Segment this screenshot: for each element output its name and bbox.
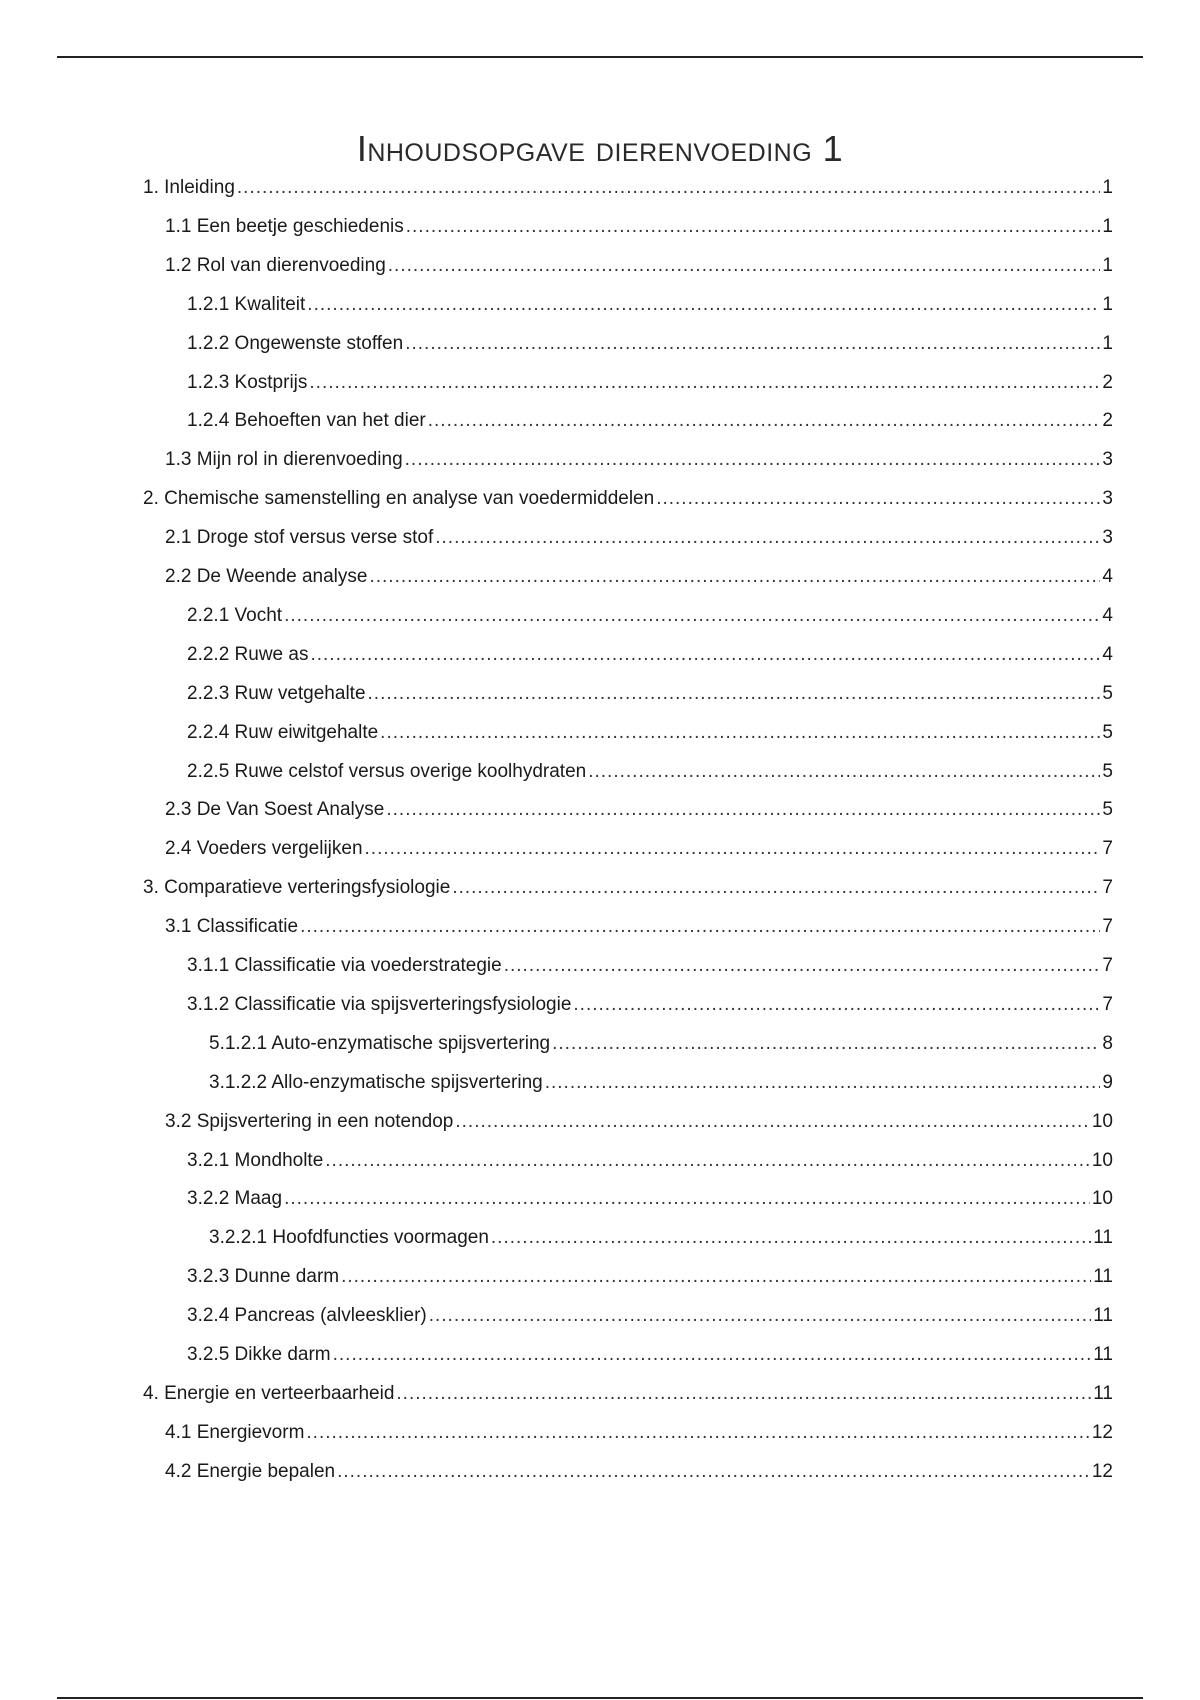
toc-dot-leader <box>405 446 1101 474</box>
toc-entry-page-number: 4 <box>1102 604 1113 626</box>
toc-entry[interactable] <box>143 485 1113 513</box>
toc-entry-page-number: 2 <box>1102 371 1113 393</box>
toc-entry-page-number: 1 <box>1102 254 1113 276</box>
toc-entry-page-number: 1 <box>1102 215 1113 237</box>
toc-dot-leader <box>306 1419 1089 1447</box>
toc-dot-leader <box>455 1108 1089 1136</box>
toc-entry[interactable] <box>165 524 1113 552</box>
toc-entry-page-number: 7 <box>1102 993 1113 1015</box>
toc-entry-label: 3.2.3 Dunne darm <box>187 1266 340 1288</box>
toc-entry-label: 3.1.1 Classificatie via voederstrategie <box>187 955 502 976</box>
toc-entry[interactable] <box>187 291 1113 319</box>
toc-dot-leader <box>406 213 1101 241</box>
toc-entry-page-number: 5 <box>1102 760 1113 782</box>
toc-dot-leader <box>656 485 1100 513</box>
toc-entry[interactable] <box>165 835 1113 863</box>
header-rule <box>57 56 1143 58</box>
toc-entry[interactable] <box>165 563 1113 591</box>
toc-entry-page-number: 1 <box>1102 332 1113 354</box>
toc-entry[interactable] <box>187 952 1113 980</box>
toc-entry-page-number: 5 <box>1102 799 1113 821</box>
toc-dot-leader <box>452 874 1100 902</box>
toc-entry[interactable] <box>187 407 1113 435</box>
toc-entry-page-number: 11 <box>1093 1382 1113 1404</box>
toc-entry-page-number: 3 <box>1102 488 1113 510</box>
toc-entry-page-number: 11 <box>1093 1227 1113 1249</box>
toc-entry-label: 4. Energie en verteerbaarheid <box>143 1382 395 1404</box>
toc-entry[interactable] <box>165 446 1113 474</box>
toc-entry-label: 3.2 Spijsvertering in een notendop <box>165 1110 454 1132</box>
toc-entry[interactable] <box>165 213 1113 241</box>
toc-dot-leader <box>504 952 1101 980</box>
toc-dot-leader <box>491 1224 1091 1252</box>
toc-dot-leader <box>284 1185 1090 1213</box>
toc-entry-page-number: 12 <box>1091 1460 1113 1482</box>
toc-entry[interactable] <box>187 602 1113 630</box>
toc-entry[interactable] <box>187 680 1113 708</box>
toc-entry-page-number: 10 <box>1091 1110 1113 1132</box>
toc-entry[interactable] <box>165 1108 1113 1136</box>
toc-entry-page-number: 1 <box>1102 177 1113 198</box>
toc-entry[interactable] <box>187 1147 1113 1175</box>
toc-dot-leader <box>368 680 1101 708</box>
toc-entry-page-number: 10 <box>1091 1149 1113 1171</box>
toc-entry-label: 2. Chemische samenstelling en analyse van voedermiddelen <box>143 488 655 510</box>
toc-entry[interactable] <box>187 1302 1113 1330</box>
toc-entry-label: 4.2 Energie bepalen <box>165 1460 336 1482</box>
toc-entry[interactable] <box>165 1419 1113 1447</box>
toc-entry[interactable] <box>187 719 1113 747</box>
toc-entry-label: 2.2.4 Ruw eiwitgehalte <box>187 721 379 743</box>
footer-rule <box>57 1697 1143 1699</box>
toc-entry-label: 1.2.3 Kostprijs <box>187 371 308 393</box>
toc-entry-page-number: 1 <box>1102 293 1113 315</box>
toc-entry[interactable] <box>209 1224 1113 1252</box>
toc-entry-label: 3.2.5 Dikke darm <box>187 1344 331 1365</box>
toc-dot-leader <box>545 1069 1101 1097</box>
toc-entry-page-number: 8 <box>1102 1032 1113 1054</box>
toc-entry-label: 3.2.4 Pancreas (alvleesklier) <box>187 1305 427 1327</box>
toc-dot-leader <box>337 1458 1090 1486</box>
toc-entry-page-number: 3 <box>1102 527 1113 549</box>
toc-entry-page-number: 11 <box>1093 1266 1113 1288</box>
toc-entry-label: 2.2.2 Ruwe as <box>187 643 309 665</box>
toc-entry-label: 3.2.2.1 Hoofdfuncties voormagen <box>209 1227 489 1249</box>
toc-dot-leader <box>369 563 1100 591</box>
toc-entry[interactable] <box>209 1069 1113 1097</box>
toc-dot-leader <box>284 602 1100 630</box>
toc-entry-label: 3.1.2 Classificatie via spijsverteringsfysiologie <box>187 993 572 1015</box>
toc-entry-page-number: 12 <box>1091 1421 1113 1443</box>
toc-entry[interactable] <box>187 758 1113 786</box>
toc-entry-page-number: 7 <box>1102 916 1113 938</box>
toc-dot-leader <box>405 330 1100 358</box>
toc-entry-label: 5.1.2.1 Auto-enzymatische spijsvertering <box>209 1032 551 1054</box>
toc-dot-leader <box>310 641 1100 669</box>
toc-dot-leader <box>429 1302 1092 1330</box>
toc-entry-label: 1.2.1 Kwaliteit <box>187 293 306 315</box>
toc-entry-label: 1.3 Mijn rol in dierenvoeding <box>165 449 403 471</box>
toc-entry-page-number: 5 <box>1102 721 1113 743</box>
toc-dot-leader <box>573 991 1100 1019</box>
toc-entry[interactable] <box>143 874 1113 902</box>
toc-entry-label: 1.2 Rol van dierenvoeding <box>165 254 386 276</box>
toc-entry-page-number: 10 <box>1091 1188 1113 1210</box>
toc-entry-page-number: 7 <box>1102 838 1113 860</box>
toc-entry-label: 1.1 Een beetje geschiedenis <box>165 215 404 237</box>
toc-entry[interactable] <box>143 174 1113 202</box>
toc-entry[interactable] <box>165 1458 1113 1486</box>
page-title: Inhoudsopgave dierenvoeding 1 <box>356 128 844 169</box>
toc-entry[interactable] <box>165 796 1113 824</box>
toc-entry-label: 4.1 Energievorm <box>165 1421 305 1443</box>
toc-dot-leader <box>552 1030 1100 1058</box>
toc-entry[interactable] <box>209 1030 1113 1058</box>
toc-entry-label: 2.3 De Van Soest Analyse <box>165 799 385 821</box>
toc-dot-leader <box>380 719 1100 747</box>
toc-dot-leader <box>300 913 1100 941</box>
toc-entry-label: 3.2.2 Maag <box>187 1188 283 1210</box>
toc-entry-page-number: 7 <box>1102 877 1113 899</box>
toc-entry[interactable] <box>187 1185 1113 1213</box>
toc-entry[interactable] <box>165 252 1113 280</box>
toc-entry-label: 2.2 De Weende analyse <box>165 566 368 587</box>
toc-dot-leader <box>325 1147 1090 1175</box>
toc-entry-label: 2.4 Voeders vergelijken <box>165 838 363 860</box>
toc-dot-leader <box>237 174 1101 202</box>
toc-entry-label: 3. Comparatieve verteringsfysiologie <box>143 877 451 899</box>
toc-entry-label: 1.2.4 Behoeften van het dier <box>187 410 426 432</box>
toc-entry-label: 1. Inleiding <box>143 177 235 198</box>
toc-entry-label: 2.2.1 Vocht <box>187 604 283 626</box>
toc-entry-label: 2.2.3 Ruw vetgehalte <box>187 682 366 704</box>
toc-entry-label: 2.2.5 Ruwe celstof versus overige koolhydraten <box>187 760 587 782</box>
toc-dot-leader <box>435 524 1100 552</box>
toc-entry-page-number: 11 <box>1093 1305 1113 1327</box>
toc-entry[interactable] <box>143 1380 1113 1408</box>
toc-entry-page-number: 9 <box>1102 1071 1113 1093</box>
toc-entry[interactable] <box>165 913 1113 941</box>
toc-dot-leader <box>307 291 1100 319</box>
toc-entry[interactable] <box>187 1341 1113 1369</box>
toc-entry[interactable] <box>187 330 1113 358</box>
toc-entry[interactable] <box>187 991 1113 1019</box>
toc-entry-page-number: 3 <box>1102 449 1113 471</box>
toc-dot-leader <box>396 1380 1091 1408</box>
toc-dot-leader <box>388 252 1101 280</box>
toc-entry-label: 3.1.2.2 Allo-enzymatische spijsvertering <box>209 1071 543 1093</box>
toc-entry-page-number: 4 <box>1102 643 1113 665</box>
toc-dot-leader <box>588 758 1100 786</box>
toc-dot-leader <box>365 835 1101 863</box>
toc-entry-label: 3.2.1 Mondholte <box>187 1149 324 1171</box>
toc-dot-leader <box>309 369 1100 397</box>
toc-entry-label: 1.2.2 Ongewenste stoffen <box>187 332 404 354</box>
toc-entry-label: 3.1 Classificatie <box>165 916 299 938</box>
toc-entry[interactable] <box>187 1263 1113 1291</box>
toc-entry-page-number: 4 <box>1102 566 1113 587</box>
toc-dot-leader <box>428 407 1101 435</box>
toc-entry-page-number: 5 <box>1102 682 1113 704</box>
toc-entry-page-number: 2 <box>1102 410 1113 432</box>
toc-entry[interactable] <box>187 641 1113 669</box>
toc-entry[interactable] <box>187 369 1113 397</box>
toc-dot-leader <box>341 1263 1091 1291</box>
toc-entry-label: 2.1 Droge stof versus verse stof <box>165 527 434 549</box>
toc-dot-leader <box>333 1341 1092 1369</box>
toc-dot-leader <box>386 796 1100 824</box>
toc-entry-page-number: 7 <box>1102 955 1113 976</box>
toc-entry-page-number: 11 <box>1093 1344 1113 1365</box>
